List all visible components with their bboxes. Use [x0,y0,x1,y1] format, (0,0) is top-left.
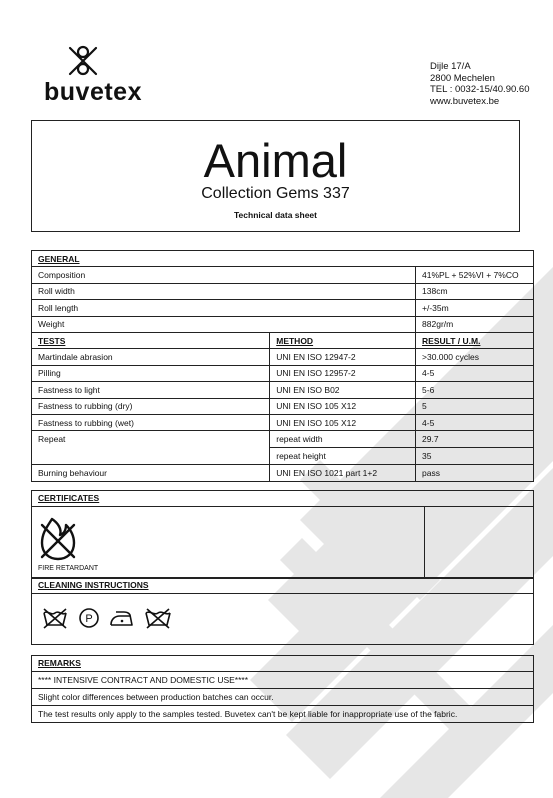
test-name: Martindale abrasion [32,349,270,365]
test-method: UNI EN ISO 12947-2 [270,349,416,365]
table-row [32,365,534,381]
general-label: Composition [32,267,416,283]
general-label: Roll length [32,300,416,316]
company-address [430,61,529,107]
no-tumble-dry-icon [144,607,172,629]
test-result: 5 [416,398,534,414]
remarks-section [31,655,534,723]
test-name: Fastness to light [32,382,270,398]
test-method-stack [270,431,416,465]
table-row [32,382,534,398]
test-result: 5-6 [416,382,534,398]
certificates-section [31,490,534,579]
title-box [31,120,520,232]
table-row [32,431,534,465]
repeat-width-value: 29.7 [422,434,439,445]
general-header-row [32,251,534,267]
collection-name: Collection Gems 337 [201,185,350,202]
test-result: 4-5 [416,414,534,430]
certificates-heading: CERTIFICATES [32,491,533,507]
buvetex-logo-icon [64,42,102,80]
general-value: 138cm [416,283,534,299]
repeat-height-label: repeat height [270,447,415,464]
table-row [32,316,534,332]
table-row [32,267,534,283]
dry-clean-p-icon [78,607,100,629]
test-name: Pilling [32,365,270,381]
tests-header-row [32,332,534,348]
test-method: UNI EN ISO 12957-2 [270,365,416,381]
cleaning-section [31,577,534,645]
remarks-heading: REMARKS [32,656,533,672]
address-web: www.buvetex.be [430,95,500,107]
iron-low-icon [108,607,134,629]
repeat-width-label: repeat width [276,434,323,445]
test-name: Fastness to rubbing (dry) [32,398,270,414]
general-label: Roll width [32,283,416,299]
test-method: UNI EN ISO 1021 part 1+2 [270,465,416,481]
address-street: Dijle 17/A [430,61,471,72]
result-heading: RESULT / U.M. [416,332,534,348]
test-method: UNI EN ISO 105 X12 [270,398,416,414]
general-heading: GENERAL [32,251,534,267]
svg-text:P: P [85,613,93,625]
tests-heading: TESTS [32,332,270,348]
test-name: Burning behaviour [32,465,270,481]
sheet-type: Technical data sheet [234,210,317,220]
test-name [32,431,270,465]
fire-retardant-icon [38,515,78,561]
table-row [32,414,534,430]
address-city: 2800 Mechelen [430,72,495,84]
technical-data-table [31,250,534,482]
repeat-label: Repeat [38,434,66,445]
table-row [32,398,534,414]
table-row [32,349,534,365]
general-value: 41%PL + 52%VI + 7%CO [416,267,534,283]
general-value: 882gr/m [416,316,534,332]
test-result: pass [416,465,534,481]
no-wash-icon [42,607,68,629]
remark-line: The test results only apply to the samples tested. Buvetex can't be kept liable for inappropriate use of the fabric. [32,705,533,722]
test-result-stack [416,431,534,465]
table-row [32,465,534,481]
test-result: >30.000 cycles [416,349,534,365]
fire-retardant-label: FIRE RETARDANT [38,565,99,572]
test-method: UNI EN ISO 105 X12 [270,414,416,430]
certificate-cell [32,507,425,578]
general-label: Weight [32,316,416,332]
general-value: +/-35m [416,300,534,316]
method-heading: METHOD [270,332,416,348]
remark-line: Slight color differences between production batches can occur. [32,688,533,705]
test-name: Fastness to rubbing (wet) [32,414,270,430]
test-result: 4-5 [416,365,534,381]
cleaning-heading: CLEANING INSTRUCTIONS [32,578,533,594]
table-row [32,300,534,316]
brand-logo-text: buvetex [44,78,142,106]
table-row [32,283,534,299]
repeat-height-value: 35 [416,447,533,464]
product-name: Animal [203,134,348,187]
address-tel: TEL : 0032-15/40.90.60 [430,84,530,95]
remark-line: **** INTENSIVE CONTRACT AND DOMESTIC USE**** [38,675,249,685]
test-method: UNI EN ISO B02 [270,382,416,398]
